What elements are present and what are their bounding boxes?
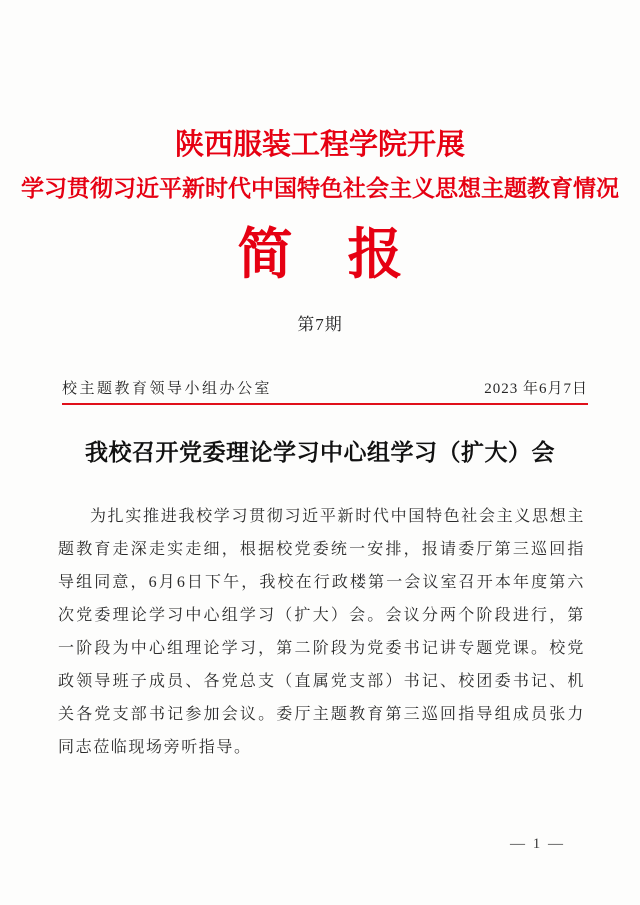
page-number: — 1 — xyxy=(510,836,565,852)
article-headline: 我校召开党委理论学习中心组学习（扩大）会 xyxy=(85,440,555,465)
issuing-office: 校主题教育领导小组办公室 xyxy=(62,381,273,397)
masthead-title-line2: 学习贯彻习近平新时代中国特色社会主义思想主题教育情况 xyxy=(21,176,619,201)
masthead-title-line1: 陕西服装工程学院开展 xyxy=(174,129,465,161)
issue-number: 第7期 xyxy=(297,315,343,334)
issue-date: 2023 年6月7日 xyxy=(484,381,588,397)
bulletin-title: 简 报 xyxy=(237,224,403,285)
issuer-date-row xyxy=(62,380,588,405)
masthead xyxy=(0,0,640,335)
article-body-paragraph: 为扎实推进我校学习贯彻习近平新时代中国特色社会主义思想主题教育走深走实走细，根据校党委统一安排，报请委厅第三巡回指导组同意，6月6日下午，我校在行政楼第一会议室召开本年度第六次党委理论学习中心组学习（扩大）会。会议分两个阶段进行，第一阶段为中心组理论学习，第二阶段为党委书记讲专题党课。校党政领导班子成员、各党总支（直属党支部）书记、校团委书记、机关各党支部书记参加会议。委厅主题教育第三巡回指导组成员张力同志莅临现场旁听指导。 xyxy=(58,508,585,756)
